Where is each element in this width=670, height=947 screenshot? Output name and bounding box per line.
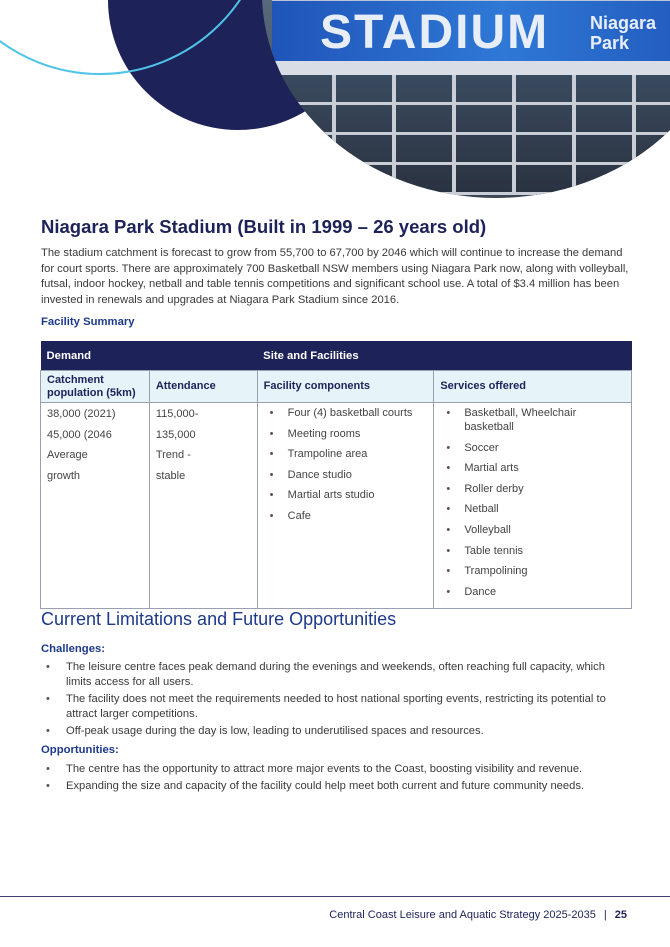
- table-column-header-row: [41, 371, 632, 403]
- list-item: • Cafe: [264, 509, 428, 523]
- demand-header: Demand: [41, 341, 258, 371]
- services-offered-header: Services offered: [434, 371, 632, 403]
- services-offered-cell: [434, 403, 632, 609]
- catchment-line: 38,000 (2021): [47, 408, 116, 420]
- table-row: [41, 403, 632, 609]
- list-item: • Dance: [440, 585, 625, 599]
- attendance-cell: [149, 403, 257, 609]
- page-title: Niagara Park Stadium (Built in 1999 – 26 years old): [41, 216, 487, 237]
- stadium-photo: [262, 0, 670, 198]
- facility-components-cell: [257, 403, 434, 609]
- site-facilities-header: Site and Facilities: [257, 341, 631, 371]
- table-group-header-row: [41, 341, 632, 371]
- footer-divider: [0, 896, 670, 897]
- list-item: • Basketball, Wheelchair basketball: [440, 406, 625, 434]
- opportunities-heading: Opportunities:: [41, 744, 119, 756]
- catchment-header: Catchment population (5km): [41, 371, 150, 403]
- facility-summary-table: [40, 341, 632, 609]
- stadium-sign: [272, 0, 670, 64]
- attendance-line: Trend -: [155, 449, 191, 462]
- list-item: • Four (4) basketball courts: [264, 406, 428, 420]
- attendance-line: 115,000-: [155, 408, 199, 420]
- list-item: • Dance studio: [264, 468, 428, 482]
- list-item: • Netball: [440, 502, 625, 516]
- section-title: Current Limitations and Future Opportunities: [41, 609, 397, 629]
- list-item: • Volleyball: [440, 523, 625, 537]
- list-item: • The facility does not meet the requirements needed to host national sporting events, restricting its potential to attract larger competitions.: [41, 692, 633, 722]
- list-item: • Martial arts: [440, 461, 625, 475]
- attendance-line: 135,000: [155, 428, 196, 441]
- catchment-line: Average: [47, 449, 88, 462]
- list-item: • Table tennis: [440, 544, 625, 558]
- catchment-cell: [41, 403, 150, 609]
- list-item: • The centre has the opportunity to attract more major events to the Coast, boosting visibility and revenue.: [41, 762, 633, 777]
- list-item: • The leisure centre faces peak demand during the evenings and weekends, often reaching full capacity, which limits access for all users.: [41, 660, 633, 690]
- challenges-heading: Challenges:: [41, 643, 106, 655]
- attendance-line: stable: [155, 469, 186, 482]
- facility-components-header: Facility components: [257, 371, 434, 403]
- challenges-list: [41, 660, 633, 741]
- list-item: • Roller derby: [440, 482, 625, 496]
- catchment-line: 45,000 (2046: [47, 428, 112, 441]
- intro-paragraph: The stadium catchment is forecast to grow from 55,700 to 67,700 by 2046 which will continue to increase the demand for court sports. There are approximately 700 Basketball NSW members using Niagara Park now, along with volleyball, futsal, indoor hockey, netball and table tennis competitions and significant school use. A total of $3.4 million has been invested in renewals and upgrades at Niagara Park Stadium since 2016.: [41, 247, 629, 306]
- opportunities-list: [41, 762, 633, 796]
- list-item: • Trampolining: [440, 564, 625, 578]
- footer-separator: |: [603, 909, 607, 921]
- sign-main-text: STADIUM: [320, 6, 550, 59]
- stadium-roof: [262, 61, 670, 75]
- page-number: 25: [614, 909, 627, 921]
- list-item: • Meeting rooms: [264, 427, 428, 441]
- facility-summary-heading: Facility Summary: [41, 316, 135, 328]
- stadium-windows: [272, 75, 670, 195]
- sign-sub-text: Niagara Park: [590, 13, 657, 53]
- page-footer: [329, 909, 627, 921]
- footer-text: Central Coast Leisure and Aquatic Strategy 2025-2035: [329, 909, 596, 921]
- attendance-header: Attendance: [149, 371, 257, 403]
- list-item: • Soccer: [440, 441, 625, 455]
- catchment-line: growth: [47, 469, 81, 482]
- list-item: • Expanding the size and capacity of the facility could help meet both current and future community needs.: [41, 779, 633, 794]
- list-item: • Martial arts studio: [264, 488, 428, 502]
- list-item: • Trampoline area: [264, 447, 428, 461]
- list-item: • Off-peak usage during the day is low, leading to underutilised spaces and resources.: [41, 724, 633, 739]
